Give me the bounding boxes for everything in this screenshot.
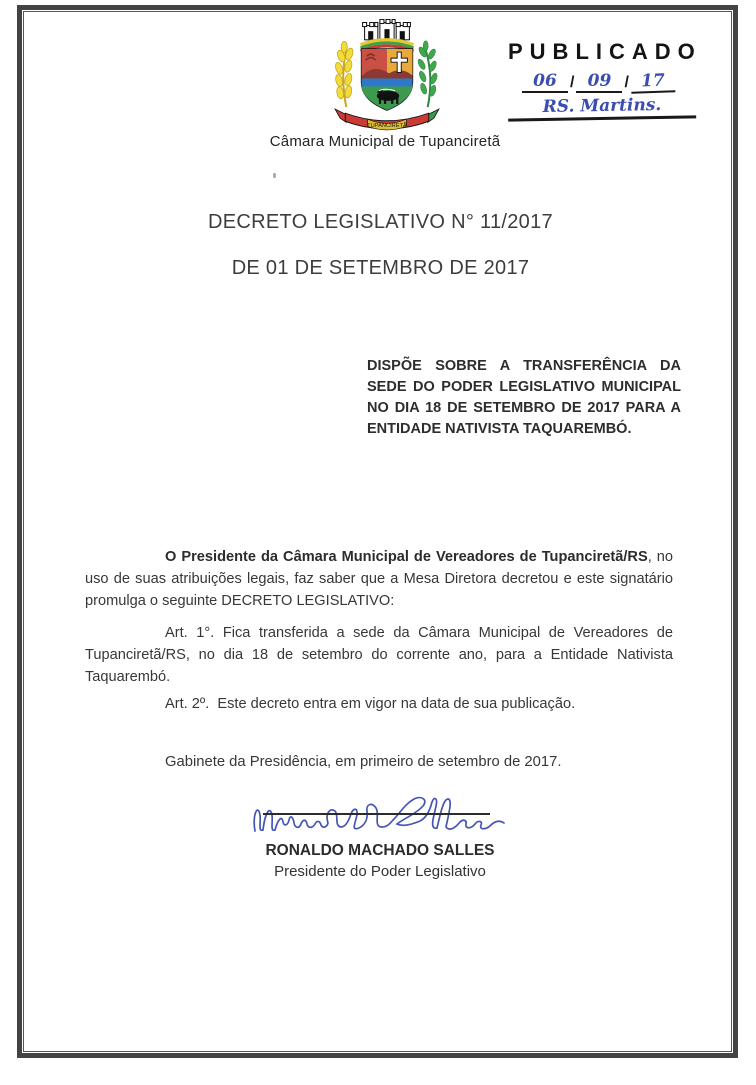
stamp-date-day: 06 [522, 71, 568, 93]
publicado-stamp [508, 39, 723, 120]
document-title-line2: DE 01 DE SETEMBRO DE 2017 [231, 257, 530, 279]
preamble-paragraph [85, 546, 673, 612]
mural-crown [363, 19, 411, 39]
shield [362, 49, 413, 110]
ribbon-text: TUPANCIRETÃ [367, 122, 407, 129]
closing-line: Gabinete da Presidência, em primeiro de setembro de 2017. [165, 754, 562, 770]
stamp-title: PUBLICADO [508, 39, 702, 64]
preamble-lead: O Presidente da Câmara Municipal de Vereadores de Tupanciretã/RS [165, 548, 648, 565]
ribbon [335, 109, 439, 130]
stamp-date-year: 17 [631, 70, 676, 94]
scanned-document-page [17, 5, 738, 1058]
signer-name: RONALDO MACHADO SALLES [265, 842, 495, 859]
page-content [25, 13, 730, 1050]
stamp-date [522, 71, 680, 93]
stamp-slash: / [570, 74, 575, 91]
stamp-slash: / [624, 74, 629, 91]
laurel-leaves [417, 41, 439, 97]
article-2: Art. 2º. Este decreto entra em vigor na data de sua publicação. [165, 695, 576, 712]
handwritten-signature [245, 793, 545, 847]
article-1: Art. 1°. Fica transferida a sede da Câmara Municipal de Vereadores de Tupanciretã/RS, no dia 18 de setembro do corrente ano, para a Entidade Nativista Taquarembó. [85, 624, 673, 685]
signer-role: Presidente do Poder Legislativo [274, 863, 486, 880]
signature-line [263, 813, 490, 815]
decree-summary: DISPÕE SOBRE A TRANSFERÊNCIA DA SEDE DO PODER LEGISLATIVO MUNICIPAL NO DIA 18 DE SETEMBRO DE 2017 PARA A ENTIDADE NATIVISTA TAQUAREMBÓ. [367, 358, 681, 437]
scan-speck [273, 173, 276, 178]
document-title-line1: DECRETO LEGISLATIVO N° 11/2017 [208, 211, 553, 233]
preamble-rest: , no uso de suas atribuições legais, faz saber que a Mesa Diretora decretou e este signatário promulga o seguinte DECRETO LEGISLATIVO: [85, 548, 673, 609]
stamp-signature: RS. Martins. [508, 93, 696, 121]
stamp-date-month: 09 [576, 71, 622, 93]
municipal-coat-of-arms [331, 19, 443, 137]
org-name: Câmara Municipal de Tupanciretã [269, 133, 501, 150]
